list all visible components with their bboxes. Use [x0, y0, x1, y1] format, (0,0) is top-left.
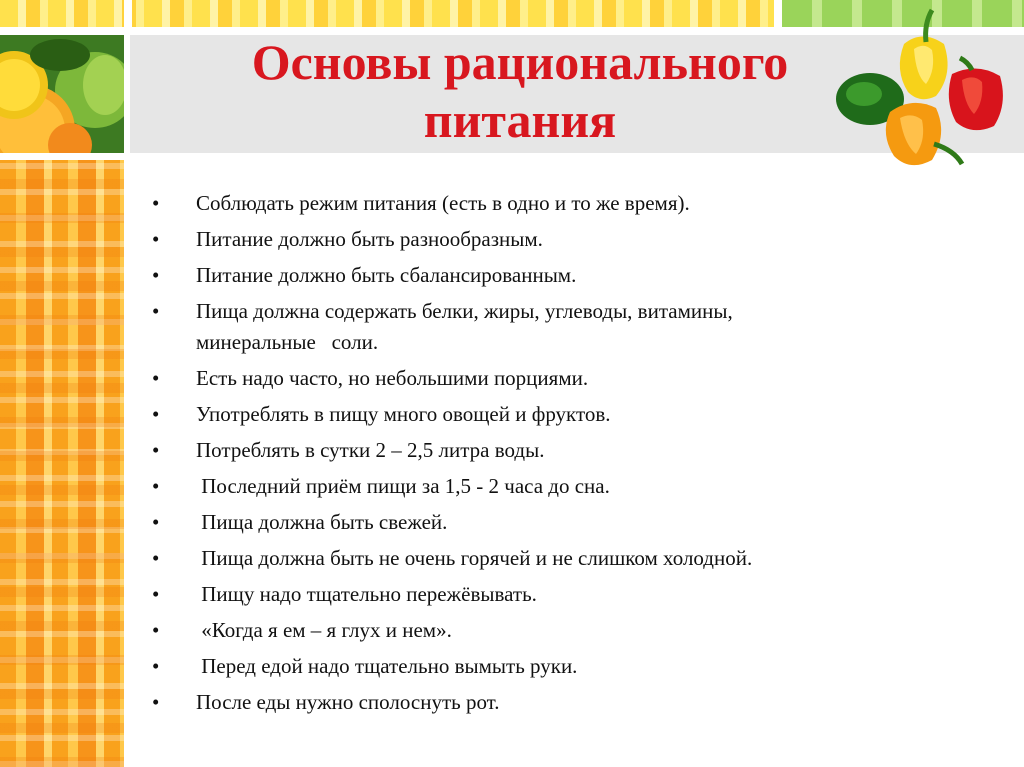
citrus-fruits-image: [0, 35, 124, 153]
list-item: [150, 651, 1010, 682]
bullet-marker: •: [152, 299, 160, 323]
list-item: [150, 363, 1010, 394]
list-item-text: После еды нужно сполоснуть рот.: [196, 690, 500, 714]
bullet-marker: •: [152, 438, 160, 462]
list-item: [150, 471, 1010, 502]
title-line-1: Основы рационального: [251, 34, 789, 90]
bullet-marker: •: [152, 191, 160, 215]
list-item-text: Пищу надо тщательно пережёвывать.: [196, 582, 537, 606]
list-item-text: Соблюдать режим питания (есть в одно и то же время).: [196, 191, 690, 215]
bullet-marker: •: [152, 654, 160, 678]
title-line-2: питания: [423, 92, 617, 148]
list-item: [150, 224, 1010, 255]
bullet-marker: •: [152, 582, 160, 606]
list-item-text: Есть надо часто, но небольшими порциями.: [196, 366, 589, 390]
slide-title: [130, 33, 910, 149]
list-item-text: Перед едой надо тщательно вымыть руки.: [196, 654, 578, 678]
list-item-text: Пища должна содержать белки, жиры, углеводы, витамины, минеральные соли.: [196, 299, 733, 354]
list-item: [150, 543, 1010, 574]
list-item: [150, 188, 1010, 219]
list-item-text: Употреблять в пищу много овощей и фруктов.: [196, 402, 611, 426]
list-item: [150, 260, 1010, 291]
list-item-text: Пища должна быть не очень горячей и не слишком холодной.: [196, 546, 753, 570]
list-item-text: Питание должно быть разнообразным.: [196, 227, 543, 251]
list-item-text: Питание должно быть сбалансированным.: [196, 263, 577, 287]
bullet-marker: •: [152, 474, 160, 498]
list-item-text: «Когда я ем – я глух и нем».: [196, 618, 452, 642]
list-item: [150, 399, 1010, 430]
list-item: [150, 579, 1010, 610]
left-plaid-column: [0, 160, 124, 767]
bullet-marker: •: [152, 618, 160, 642]
bullet-marker: •: [152, 690, 160, 714]
list-item: [150, 296, 1010, 358]
bullet-marker: •: [152, 366, 160, 390]
rules-list: [150, 188, 1010, 723]
list-item-text: Пища должна быть свежей.: [196, 510, 448, 534]
bullet-marker: •: [152, 402, 160, 426]
list-item-text: Потреблять в сутки 2 – 2,5 литра воды.: [196, 438, 545, 462]
bullet-marker: •: [152, 510, 160, 534]
list-item: [150, 507, 1010, 538]
bullet-marker: •: [152, 263, 160, 287]
list-item-text: Последний приём пищи за 1,5 - 2 часа до сна.: [196, 474, 610, 498]
bell-peppers-image: [832, 4, 1012, 179]
list-item: [150, 615, 1010, 646]
bullet-marker: •: [152, 227, 160, 251]
list-item: [150, 687, 1010, 718]
bullet-marker: •: [152, 546, 160, 570]
list-item: [150, 435, 1010, 466]
